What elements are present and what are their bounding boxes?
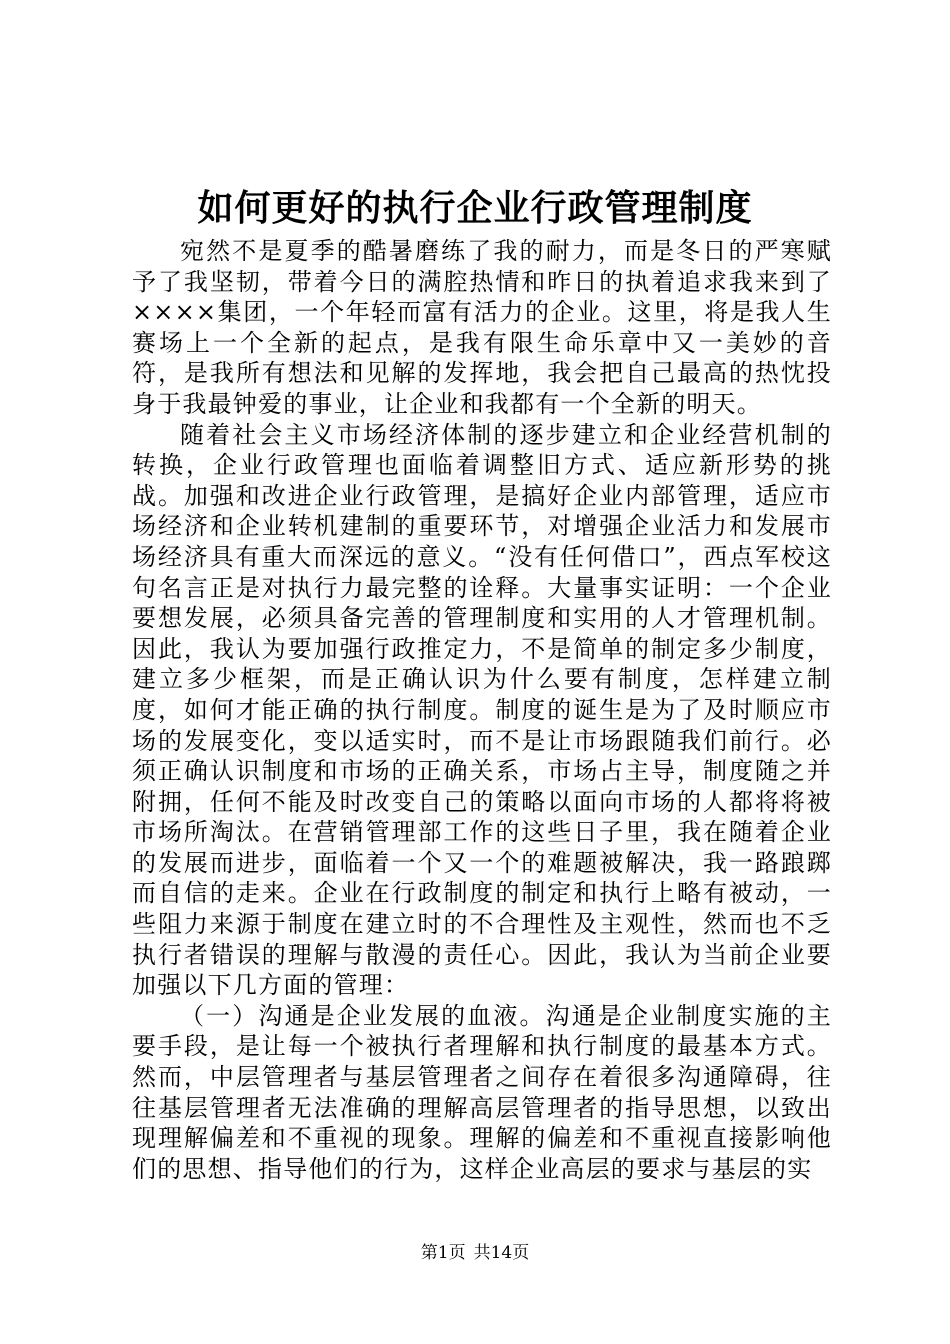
page-footer	[0, 1241, 950, 1265]
page-count: 共14页	[473, 1243, 530, 1263]
document-body	[132, 236, 832, 1184]
paragraph-3: （一）沟通是企业发展的血液。沟通是企业制度实施的主要手段，是让每一个被执行者理解和执行制度的最基本方式。然而，中层管理者与基层管理者之间存在着很多沟通障碍，往往基层管理者无法准确的理解高层管理者的指导思想，以致出现理解偏差和不重视的现象。理解的偏差和不重视直接影响他们的思想、指导他们的行为，这样企业高层的要求与基层的实	[132, 1001, 832, 1183]
paragraph-1: 宛然不是夏季的酷暑磨练了我的耐力，而是冬日的严寒赋予了我坚韧，带着今日的满腔热情和昨日的执着追求我来到了××××集团，一个年轻而富有活力的企业。这里，将是我人生赛场上一个全新的起点，是我有限生命乐章中又一美妙的音符，是我所有想法和见解的发挥地，我会把自己最高的热忱投身于我最钟爱的事业，让企业和我都有一个全新的明天。	[132, 237, 832, 418]
page-number: 第1页	[420, 1243, 466, 1263]
paragraph-2: 随着社会主义市场经济体制的逐步建立和企业经营机制的转换，企业行政管理也面临着调整旧方式、适应新形势的挑战。加强和改进企业行政管理，是搞好企业内部管理，适应市场经济和企业转机建制的重要环节，对增强企业活力和发展市场经济具有重大而深远的意义。“没有任何借口”，西点军校这句名言正是对执行力最完整的诠释。大量事实证明：一个企业要想发展，必须具备完善的管理制度和实用的人才管理机制。因此，我认为要加强行政推定力，不是简单的制定多少制度，建立多少框架，而是正确认识为什么要有制度，怎样建立制度，如何才能正确的执行制度。制度的诞生是为了及时顺应市场的发展变化，变以适实时，而不是让市场跟随我们前行。必须正确认识制度和市场的正确关系，市场占主导，制度随之并附拥，任何不能及时改变自己的策略以面向市场的人都将将被市场所淘汰。在营销管理部工作的这些日子里，我在随着企业的发展而进步，面临着一个又一个的难题被解决，我一路踉踯而自信的走来。企业在行政制度的制定和执行上略有被动，一些阻力来源于制度在建立时的不合理性及主观性，然而也不乏执行者错误的理解与散漫的责任心。因此，我认为当前企业要加强以下几方面的管理：	[132, 420, 832, 1000]
document-title: 如何更好的执行企业行政管理制度	[197, 187, 753, 229]
